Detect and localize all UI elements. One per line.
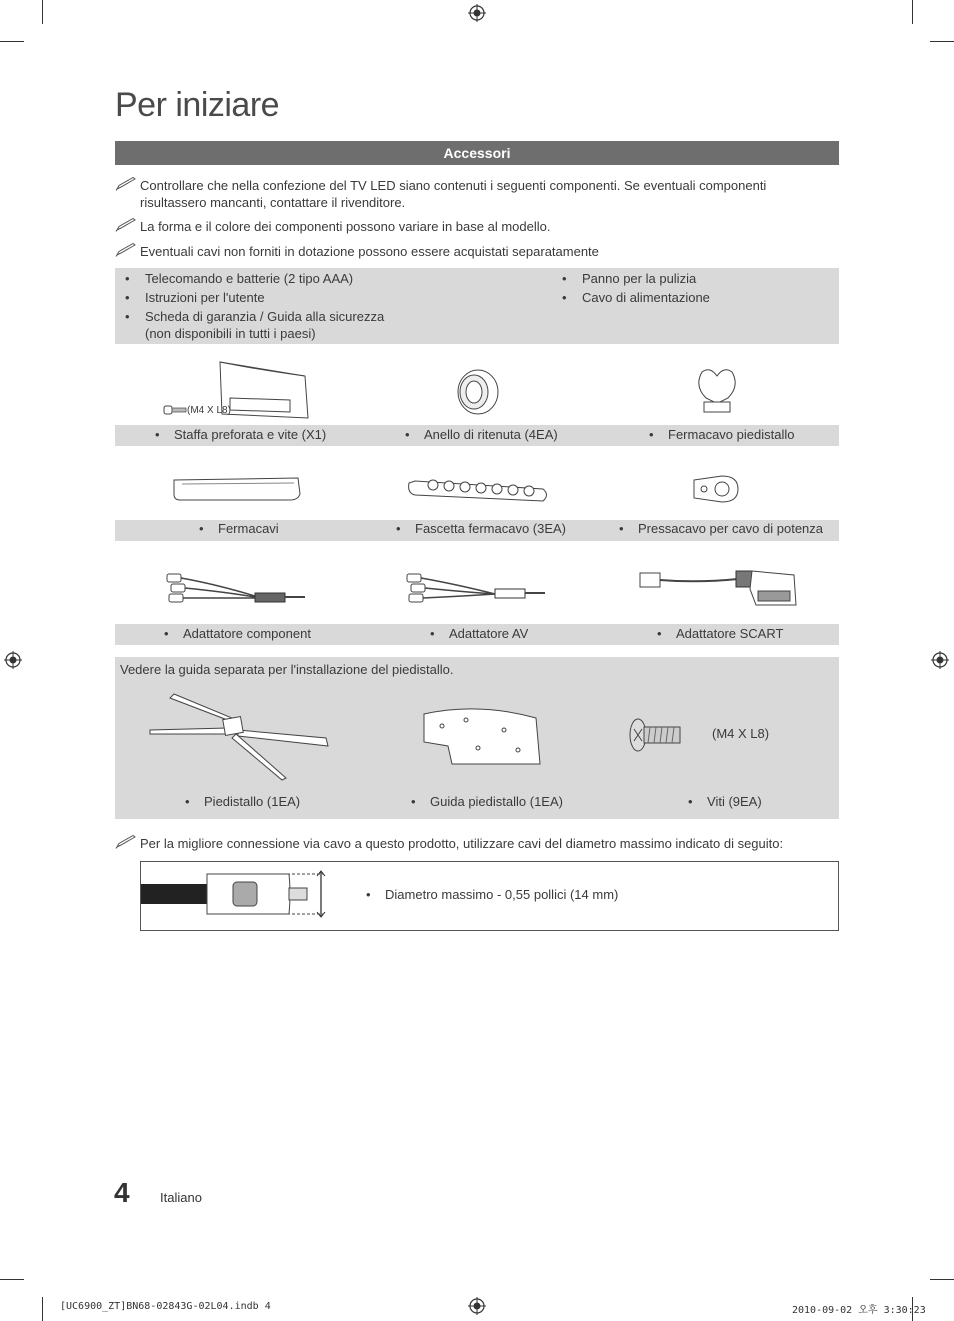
bullet: • — [125, 271, 130, 286]
registration-mark-icon — [4, 651, 22, 669]
stand-intro: Vedere la guida separata per l'installazione del piedistallo. — [120, 662, 454, 677]
pencil-note-icon — [115, 177, 137, 191]
note-2 — [115, 218, 839, 236]
bullet: • — [405, 427, 410, 442]
bullet: • — [396, 521, 401, 536]
bullet: • — [688, 794, 693, 809]
bullet: • — [562, 271, 567, 286]
stand-cable-holder-image — [694, 366, 740, 416]
bullet: • — [199, 521, 204, 536]
bullet: • — [125, 290, 130, 305]
print-slug-date: 2010-09-02 오후 3:30:23 — [792, 1305, 926, 1316]
registration-mark-icon — [931, 651, 949, 669]
page-language: Italiano — [160, 1190, 202, 1205]
note-1 — [115, 177, 839, 213]
caption-av: • Adattatore AV — [430, 626, 529, 641]
component-adapter-image — [165, 564, 307, 606]
caption-component: • Adattatore component — [164, 626, 311, 641]
bullet: • — [430, 626, 435, 641]
list-item: • Panno per la pulizia — [562, 271, 697, 286]
caption-scart: • Adattatore SCART — [657, 626, 784, 641]
cable-diameter-text: • Diametro massimo - 0,55 pollici (14 mm) — [366, 887, 619, 902]
page-number: 4 — [114, 1177, 130, 1208]
note-1-line-1: Controllare che nella confezione del TV LED siano contenuti i seguenti componenti. Se eventuali componenti — [140, 178, 767, 193]
screw-size-label: (M4 X L8) — [187, 405, 231, 416]
retaining-ring-image — [452, 368, 502, 416]
caption-ring: • Anello di ritenuta (4EA) — [405, 427, 558, 442]
bullet: • — [562, 290, 567, 305]
bullet: • — [185, 794, 190, 809]
power-cable-clamp-image — [692, 472, 742, 506]
list-item: • Cavo di alimentazione — [562, 290, 710, 305]
note-1-line-2: risultassero mancanti, contattare il rivenditore. — [140, 195, 406, 210]
crop-mark — [912, 0, 913, 24]
stand-guide-image — [418, 706, 544, 768]
bullet: • — [619, 521, 624, 536]
cable-tie-bar-image — [170, 474, 304, 504]
note-4-text: Per la migliore connessione via cavo a questo prodotto, utilizzare cavi del diametro massimo indicato di seguito: — [140, 836, 784, 851]
pencil-note-icon — [115, 243, 137, 257]
list-item: • Scheda di garanzia / Guida alla sicurezza (non disponibili in tutti i paesi) — [125, 309, 385, 341]
crop-mark — [930, 1279, 954, 1280]
bracket-with-screw-image — [160, 358, 320, 420]
bullet: • — [366, 887, 371, 902]
caption-stand: • Piedistallo (1EA) — [185, 794, 301, 809]
section-header: Accessori — [115, 141, 839, 165]
print-slug-file: [UC6900_ZT]BN68-02843G-02L04.indb 4 — [60, 1301, 271, 1312]
bullet: • — [411, 794, 416, 809]
bullet: • — [649, 427, 654, 442]
stand-screw-size-label: (M4 X L8) — [712, 726, 770, 741]
pencil-note-icon — [115, 835, 137, 849]
bullet: • — [164, 626, 169, 641]
crop-mark — [0, 1279, 24, 1280]
crop-mark — [42, 0, 43, 24]
list-item: • Telecomando e batterie (2 tipo AAA) — [125, 271, 354, 286]
caption-screws: • Viti (9EA) — [688, 794, 762, 809]
cable-plug-image — [141, 868, 331, 920]
bullet: • — [155, 427, 160, 442]
note-3 — [115, 243, 839, 261]
note-3-text: Eventuali cavi non forniti in dotazione possono essere acquistati separatamente — [140, 244, 599, 259]
av-adapter-image — [405, 564, 547, 606]
bullet: • — [657, 626, 662, 641]
caption-bracket: • Staffa preforata e vite (X1) — [155, 427, 327, 442]
stand-image — [146, 690, 330, 782]
list-item: • Istruzioni per l'utente — [125, 290, 265, 305]
pencil-note-icon — [115, 218, 137, 232]
caption-clamp-strip: • Fascetta fermacavo (3EA) — [396, 521, 567, 536]
bullet: • — [125, 309, 130, 324]
note-2-text: La forma e il colore dei componenti possono variare in base al modello. — [140, 219, 551, 234]
page-title: Per iniziare — [115, 86, 280, 124]
cable-clamp-strip-image — [405, 471, 550, 507]
caption-stand-guide: • Guida piedistallo (1EA) — [411, 794, 563, 809]
crop-mark — [42, 1297, 43, 1321]
registration-mark-icon — [468, 4, 486, 22]
screw-image — [628, 715, 684, 755]
crop-mark — [930, 41, 954, 42]
crop-mark — [0, 41, 24, 42]
caption-cable-tie: • Fermacavi — [199, 521, 279, 536]
caption-power-clamp: • Pressacavo per cavo di potenza — [619, 521, 824, 536]
caption-holder: • Fermacavo piedistallo — [649, 427, 795, 442]
note-4 — [115, 835, 839, 853]
scart-adapter-image — [638, 565, 800, 611]
registration-mark-icon — [468, 1297, 486, 1315]
